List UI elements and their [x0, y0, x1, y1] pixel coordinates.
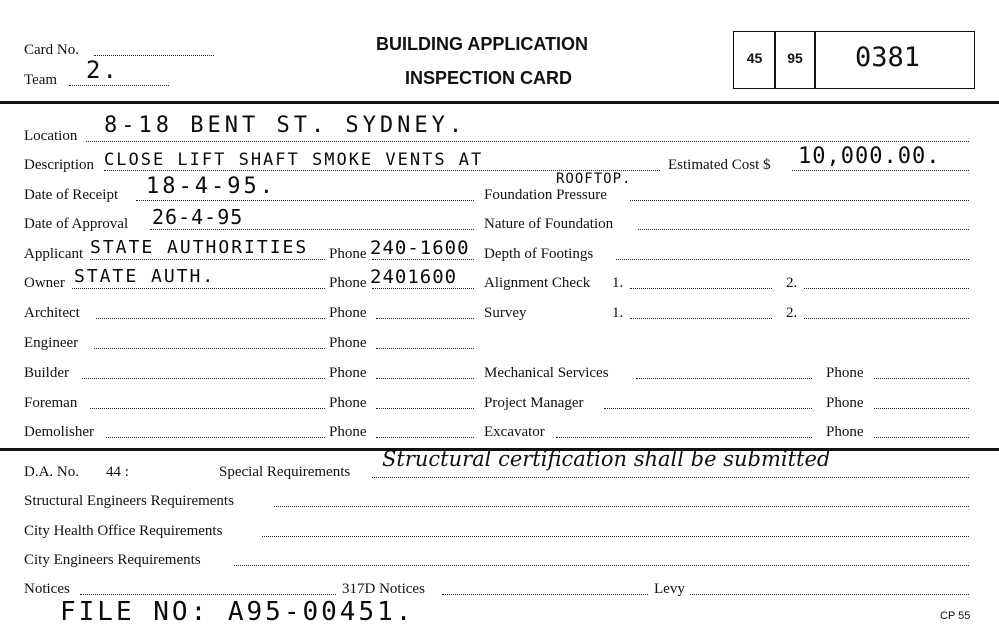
depth-footings-line — [616, 259, 969, 260]
box-divider-2 — [814, 31, 816, 88]
alignment-1-label: 1. — [612, 275, 624, 291]
builder-line — [82, 378, 325, 379]
survey-1-label: 1. — [612, 305, 624, 321]
project-manager-phone-line — [874, 408, 969, 409]
estimated-cost-label: Estimated Cost $ — [668, 157, 771, 173]
survey-2-line — [804, 318, 969, 319]
city-engineers-line — [234, 565, 969, 566]
applicant-label: Applicant — [24, 246, 84, 262]
file-number: FILE NO: A95-00451. — [60, 597, 415, 627]
team-label: Team — [24, 72, 58, 88]
owner-value: STATE AUTH. — [74, 266, 216, 287]
levy-line — [690, 594, 969, 595]
notices-317d-line — [442, 594, 648, 595]
description-value-2: ROOFTOP. — [556, 171, 632, 187]
estimated-cost-line — [792, 170, 969, 171]
owner-line — [72, 288, 325, 289]
mechanical-phone-line — [874, 378, 969, 379]
nature-foundation-line — [638, 229, 969, 230]
engineer-phone-label: Phone — [329, 335, 367, 351]
form-code: CP 55 — [940, 610, 971, 622]
description-value: CLOSE LIFT SHAFT SMOKE VENTS AT — [104, 150, 484, 170]
nature-foundation-label: Nature of Foundation — [484, 216, 614, 232]
survey-1-line — [630, 318, 772, 319]
structural-engineers-line — [274, 506, 969, 507]
location-label: Location — [24, 128, 78, 144]
foundation-pressure-label: Foundation Pressure — [484, 187, 607, 203]
team-line — [69, 85, 169, 86]
mechanical-phone-label: Phone — [826, 365, 864, 381]
engineer-line — [94, 348, 325, 349]
applicant-phone-label: Phone — [329, 246, 367, 262]
architect-phone-label: Phone — [329, 305, 367, 321]
header-rule — [0, 101, 999, 104]
excavator-phone-label: Phone — [826, 424, 864, 440]
builder-phone-label: Phone — [329, 365, 367, 381]
survey-2-label: 2. — [786, 305, 798, 321]
owner-phone-value: 2401600 — [370, 266, 458, 288]
box-cell-a: 45 — [746, 50, 763, 66]
city-health-label: City Health Office Requirements — [24, 523, 223, 539]
project-manager-phone-label: Phone — [826, 395, 864, 411]
demolisher-line — [106, 437, 325, 438]
applicant-phone-value: 240-1600 — [370, 237, 470, 259]
levy-label: Levy — [654, 581, 685, 597]
box-cell-b: 95 — [787, 50, 803, 66]
special-requirements-label: Special Requirements — [219, 464, 351, 480]
demolisher-phone-label: Phone — [329, 424, 367, 440]
city-health-line — [262, 536, 969, 537]
depth-footings-label: Depth of Footings — [484, 246, 594, 262]
da-no-label: D.A. No. — [24, 464, 79, 480]
notices-line — [80, 594, 336, 595]
special-requirements-value: Structural certification shall be submitted — [382, 447, 831, 471]
excavator-label: Excavator — [484, 424, 545, 440]
structural-engineers-label: Structural Engineers Requirements — [24, 493, 234, 509]
applicant-phone-line — [372, 259, 474, 260]
applicant-value: STATE AUTHORITIES — [90, 237, 309, 258]
alignment-1-line — [630, 288, 772, 289]
date-approval-value: 26-4-95 — [152, 205, 244, 229]
team-value: 2. — [86, 56, 119, 84]
project-manager-label: Project Manager — [484, 395, 584, 411]
alignment-check-label: Alignment Check — [484, 275, 591, 291]
foreman-phone-line — [376, 408, 474, 409]
description-label: Description — [24, 157, 94, 173]
excavator-line — [556, 437, 812, 438]
notices-label: Notices — [24, 581, 70, 597]
location-value: 8-18 BENT ST. SYDNEY. — [104, 113, 467, 138]
survey-label: Survey — [484, 305, 527, 321]
alignment-2-line — [804, 288, 969, 289]
date-receipt-label: Date of Receipt — [24, 187, 119, 203]
date-approval-line — [150, 229, 474, 230]
architect-phone-line — [376, 318, 474, 319]
foreman-line — [90, 408, 325, 409]
estimated-cost-value: 10,000.00. — [798, 144, 941, 169]
foreman-phone-label: Phone — [329, 395, 367, 411]
card-title-line2: INSPECTION CARD — [405, 68, 573, 88]
engineer-phone-line — [376, 348, 474, 349]
special-requirements-line — [372, 477, 969, 478]
location-line — [86, 141, 969, 142]
notices-317d-label: 317D Notices — [342, 581, 425, 597]
alignment-2-label: 2. — [786, 275, 798, 291]
project-manager-line — [604, 408, 812, 409]
date-receipt-line — [136, 200, 474, 201]
owner-label: Owner — [24, 275, 65, 291]
architect-line — [96, 318, 325, 319]
engineer-label: Engineer — [24, 335, 79, 351]
card-title-line1: BUILDING APPLICATION — [376, 34, 588, 54]
foundation-pressure-line — [630, 200, 969, 201]
architect-label: Architect — [24, 305, 80, 321]
applicant-line — [90, 259, 325, 260]
builder-label: Builder — [24, 365, 69, 381]
demolisher-phone-line — [376, 437, 474, 438]
mechanical-line — [636, 378, 812, 379]
da-no-value: 44 : — [106, 464, 129, 480]
card-number: 0381 — [855, 42, 921, 73]
card-no-label: Card No. — [24, 42, 79, 58]
demolisher-label: Demolisher — [24, 424, 94, 440]
mechanical-label: Mechanical Services — [484, 365, 609, 381]
builder-phone-line — [376, 378, 474, 379]
city-engineers-label: City Engineers Requirements — [24, 552, 201, 568]
date-approval-label: Date of Approval — [24, 216, 129, 232]
excavator-phone-line — [874, 437, 969, 438]
owner-phone-line — [372, 288, 474, 289]
foreman-label: Foreman — [24, 395, 78, 411]
date-receipt-value: 18-4-95. — [146, 174, 276, 199]
owner-phone-label: Phone — [329, 275, 367, 291]
